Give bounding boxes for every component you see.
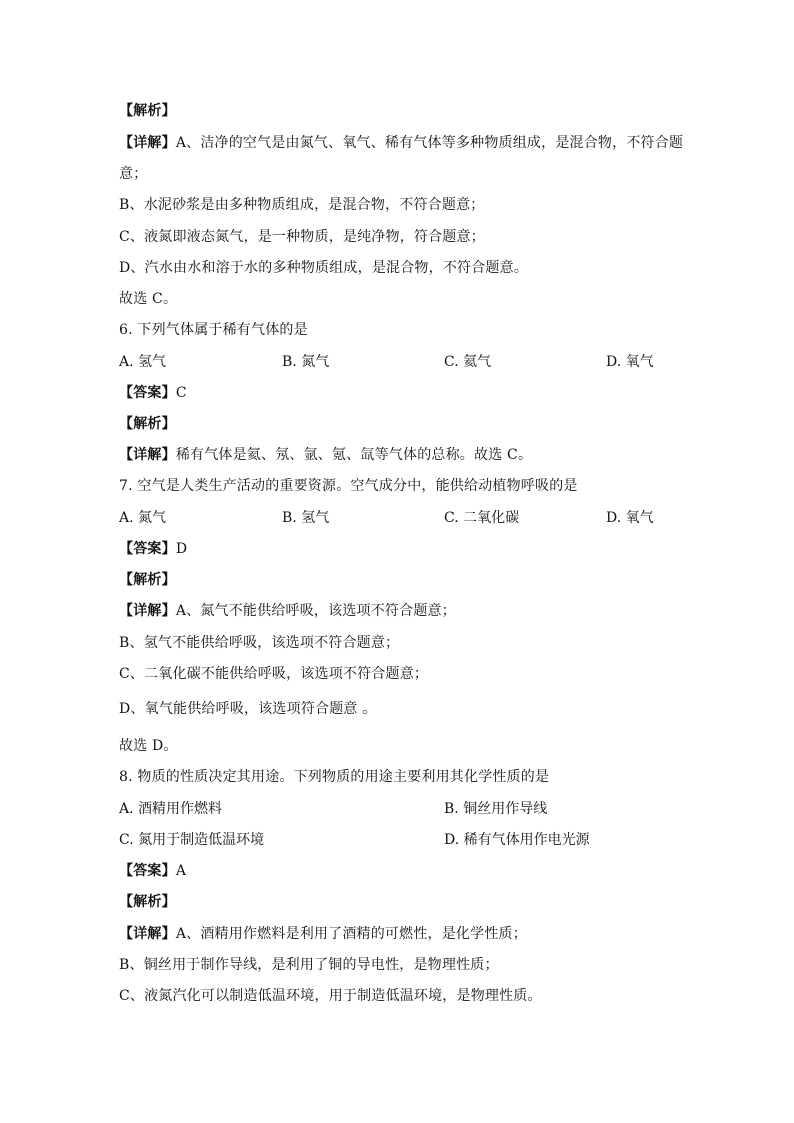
q8-answer [119,862,186,880]
q7-analysis-heading: 【解析】 [119,572,176,588]
q8-option-b: B. 铜丝用作导线 [444,801,548,817]
q7-detail-a [119,602,456,620]
answer-tag: 【答案】 [119,541,176,557]
q7-option-b: B. 氢气 [282,510,330,526]
q8-detail-a [119,925,527,943]
q6-option-a: A. 氢气 [119,354,167,370]
q8-option-c: C. 氮用于制造低温环境 [119,832,265,848]
q7-answer [119,540,187,558]
q8-option-a: A. 酒精用作燃料 [119,801,223,817]
detail-text: 稀有气体是氦、氖、氩、氪、氙等气体的总称。故选 C。 [175,447,533,463]
detail-tag: 【详解】 [119,926,176,942]
q7-conclusion: 故选 D。 [119,738,178,754]
q6-detail [119,446,532,464]
question-8: 8. 物质的性质决定其用途。下列物质的用途主要利用其化学性质的是 [119,769,550,785]
q7-detail-c: C、二氧化碳不能供给呼吸，该选项不符合题意； [119,666,429,682]
answer-tag: 【答案】 [119,385,176,401]
answer-tag: 【答案】 [119,863,176,879]
detail-text: A、酒精用作燃料是利用了酒精的可燃性，是化学性质； [175,926,527,942]
answer-value: C [175,385,187,401]
analysis-heading: 【解析】 [119,103,176,119]
answer-value: D [175,541,188,557]
q7-detail-b: B、氢气不能供给呼吸，该选项不符合题意； [119,635,400,651]
detail-text: A、氮气不能供给呼吸，该选项不符合题意； [175,603,456,619]
question-6-options [119,353,714,371]
q7-detail-d: D、氧气能供给呼吸，该选项符合题意 。 [119,701,377,717]
detail-d: D、汽水由水和溶于水的多种物质组成，是混合物，不符合题意。 [119,260,529,276]
detail-tag: 【详解】 [119,135,176,151]
q8-analysis-heading: 【解析】 [119,894,176,910]
detail-tag: 【详解】 [119,447,176,463]
question-8-options-row2 [119,831,714,849]
q7-option-d: D. 氧气 [606,510,654,526]
detail-continuation: 意； [119,166,148,182]
q8-detail-b: B、铜丝用于制作导线，是利用了铜的导电性，是物理性质； [119,957,499,973]
q8-option-d: D. 稀有气体用作电光源 [444,832,590,848]
detail-c: C、液氮即液态氮气，是一种物质，是纯净物，符合题意； [119,229,485,245]
answer-value: A [175,863,187,879]
detail-b: B、水泥砂浆是由多种物质组成，是混合物，不符合题意； [119,197,485,213]
question-6: 6. 下列气体属于稀有气体的是 [119,322,308,338]
detail-line [119,134,683,152]
question-7: 7. 空气是人类生产活动的重要资源。空气成分中，能供给动植物呼吸的是 [119,478,578,494]
q6-option-b: B. 氮气 [282,354,330,370]
conclusion: 故选 C。 [119,291,178,307]
question-7-options [119,509,714,527]
q6-option-c: C. 氦气 [444,354,492,370]
detail-text: A、洁净的空气是由氮气、氧气、稀有气体等多种物质组成，是混合物，不符合题 [175,135,684,151]
q8-detail-c: C、液氮汽化可以制造低温环境，用于制造低温环境，是物理性质。 [119,988,542,1004]
q6-answer [119,384,187,402]
question-8-options-row1 [119,800,714,818]
q7-option-a: A. 氮气 [119,510,167,526]
q6-option-d: D. 氧气 [606,354,654,370]
detail-tag: 【详解】 [119,603,176,619]
q7-option-c: C. 二氧化碳 [444,510,520,526]
q6-analysis-heading: 【解析】 [119,416,176,432]
